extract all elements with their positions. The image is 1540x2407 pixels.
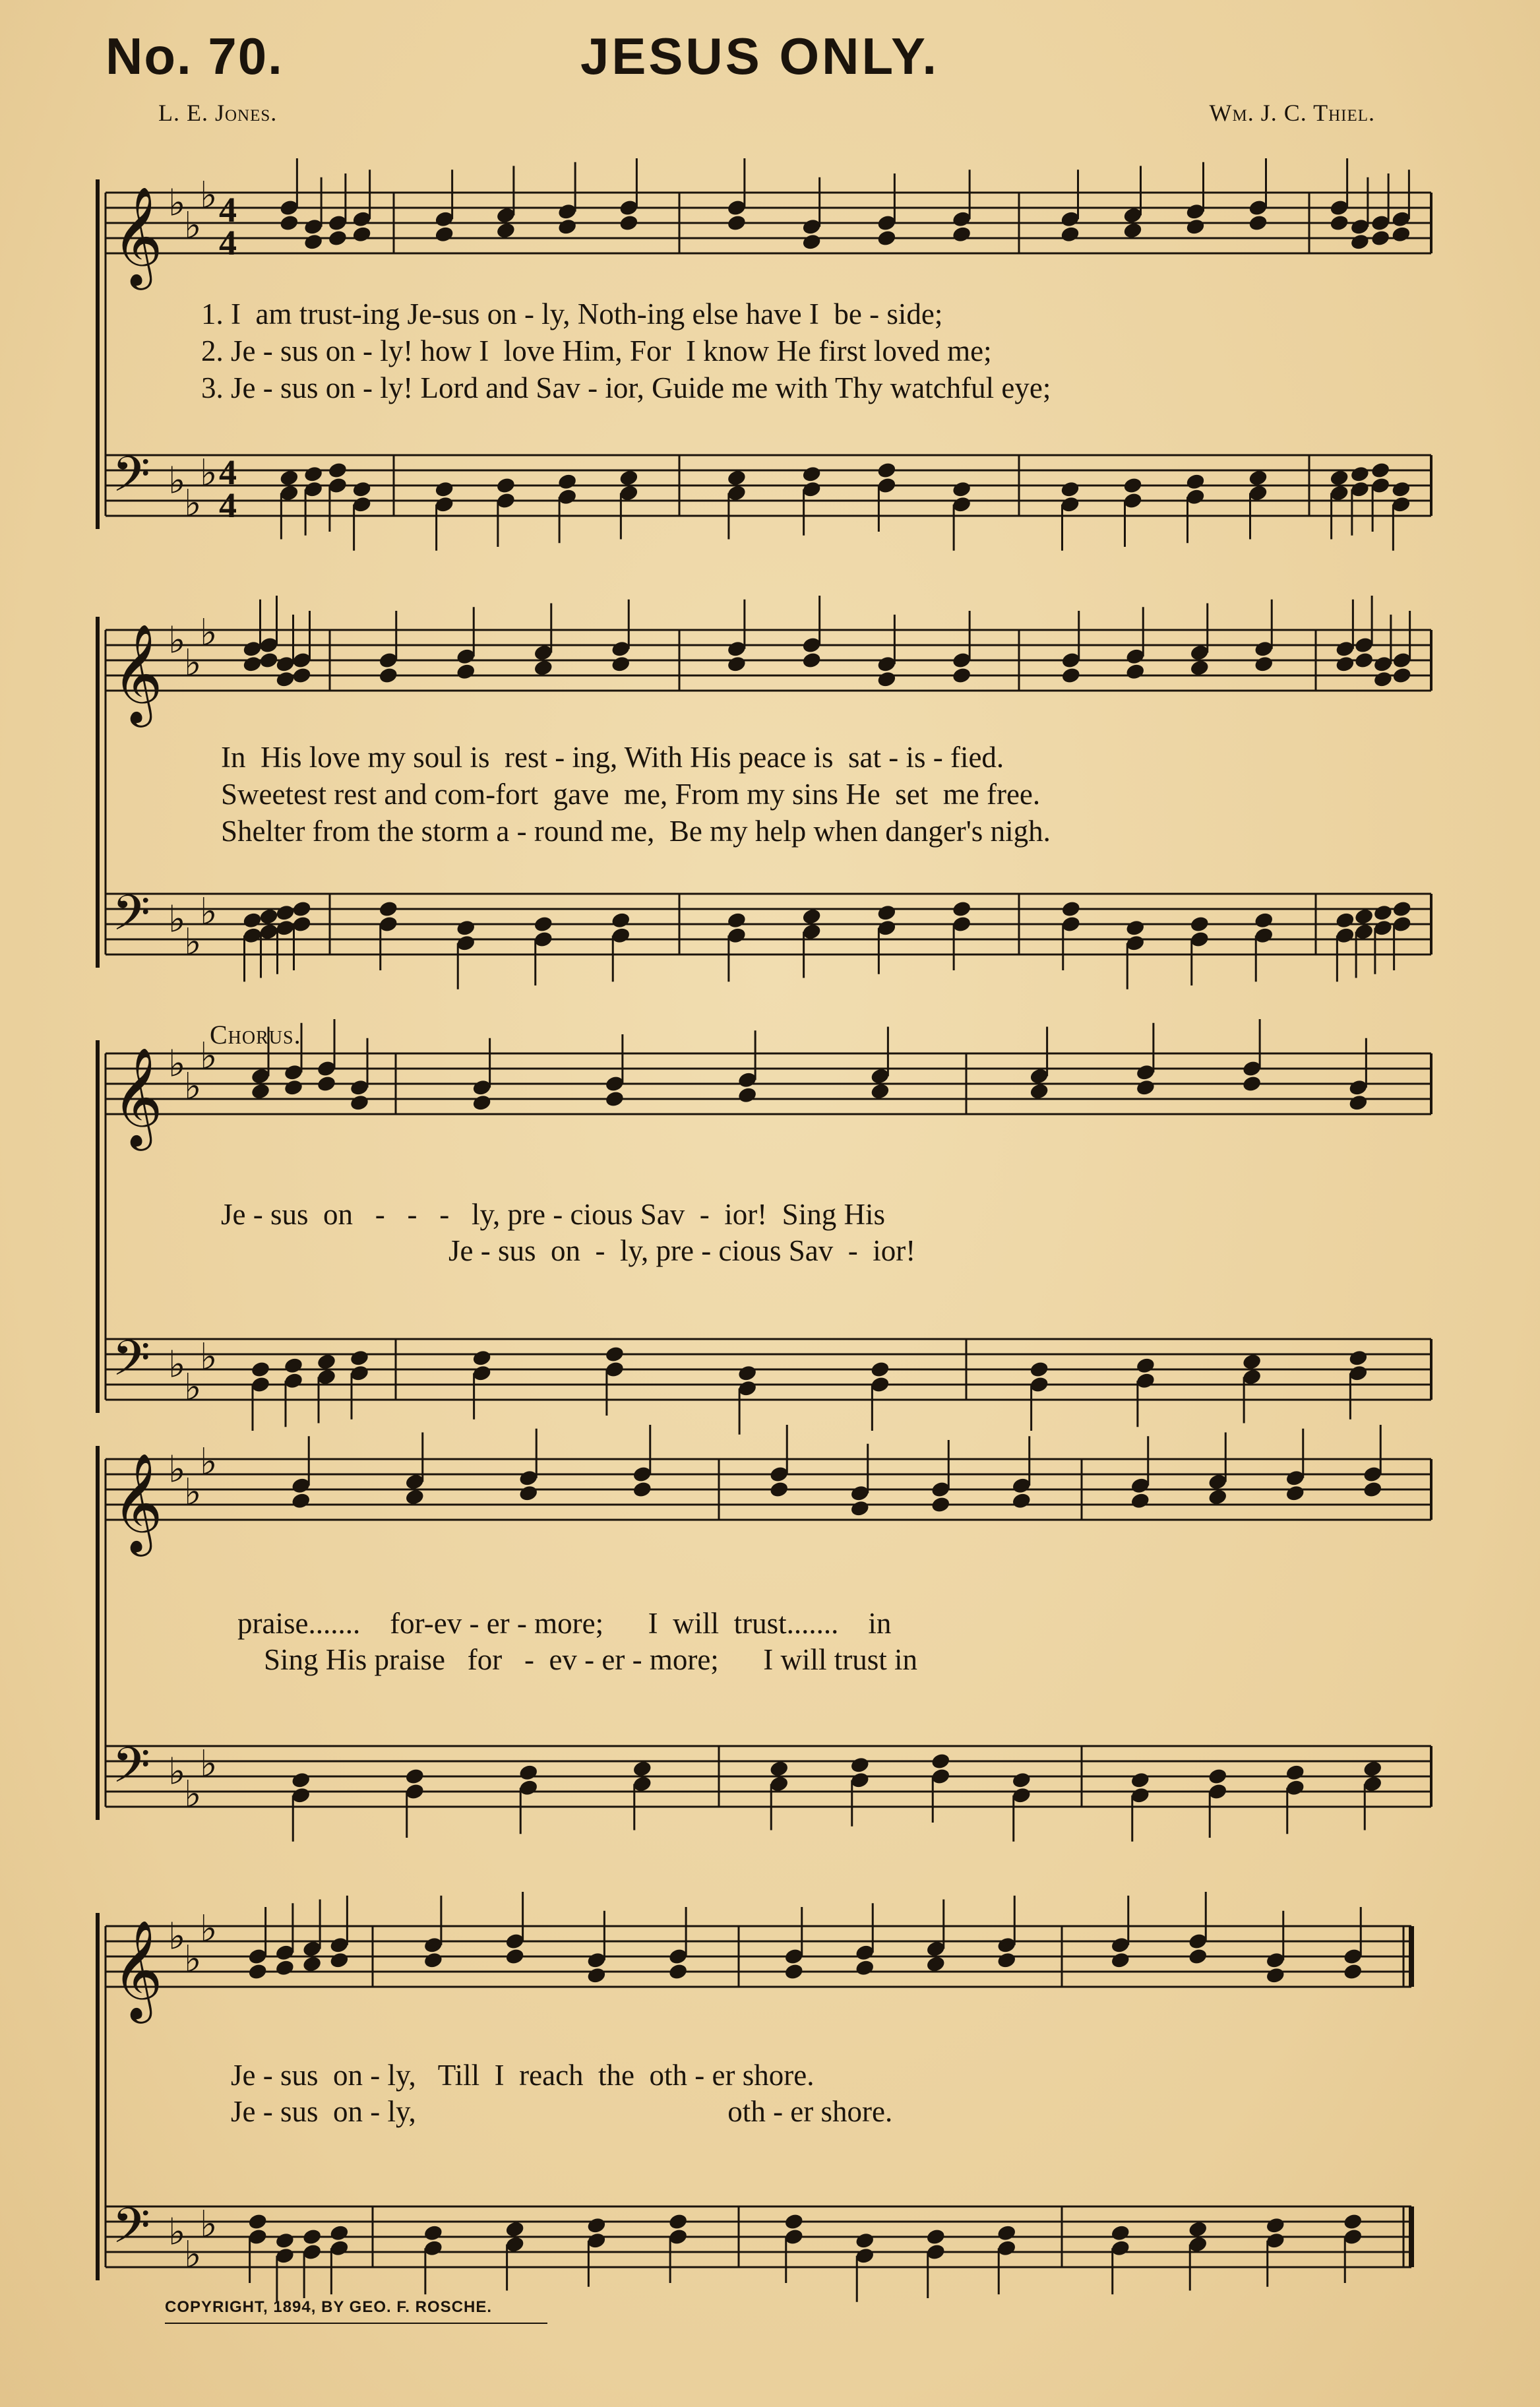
note-head <box>586 1966 607 1985</box>
note-head <box>925 1955 946 1974</box>
note-head <box>1135 1078 1155 1097</box>
note-head <box>1130 1771 1150 1790</box>
flat-sign: ♭ <box>184 1471 202 1514</box>
note-head <box>931 1752 951 1770</box>
note-head <box>1130 1491 1150 1510</box>
flat-sign: ♭ <box>184 921 202 964</box>
note-head <box>1349 465 1370 484</box>
note-head <box>726 469 747 487</box>
treble-clef: 𝄞 <box>112 1919 163 2019</box>
note-head <box>1135 1356 1155 1375</box>
note-head <box>1348 1349 1369 1367</box>
note-head <box>303 233 323 251</box>
note-head <box>1110 2224 1130 2242</box>
note-head <box>274 1958 295 1977</box>
flat-sign: ♭ <box>200 1743 218 1786</box>
note-head <box>870 1360 890 1379</box>
note-head <box>1370 229 1390 247</box>
time-signature-top: 4 <box>219 190 237 230</box>
note-head <box>495 222 516 240</box>
flat-sign: ♭ <box>200 1441 218 1484</box>
note-head <box>301 2228 322 2246</box>
note-head <box>1343 1962 1363 1981</box>
verse-2-line-1: 2. Je - sus on - ly! how I love Him, For I know He first loved me; <box>201 334 992 367</box>
note-head <box>769 1480 789 1499</box>
note-head <box>1060 480 1080 499</box>
note-head <box>247 1962 268 1981</box>
note-head <box>855 2232 875 2250</box>
note-head <box>1372 670 1393 689</box>
note-head <box>327 461 348 480</box>
chorus-line-2-alto: Sing His praise for - ev - er - more; I will trust in <box>264 1643 918 1676</box>
flat-sign: ♭ <box>168 619 186 662</box>
note-head <box>586 2216 607 2235</box>
note-head <box>291 1491 311 1510</box>
verse-3-line-2: Shelter from the storm a - round me, Be my help when danger's nigh. <box>221 815 1051 848</box>
note-head <box>316 1075 336 1093</box>
note-head <box>283 1078 303 1097</box>
note-head <box>1248 469 1268 487</box>
note-head <box>518 1484 539 1503</box>
note-head <box>604 1090 625 1108</box>
note-head <box>632 1480 652 1499</box>
chorus-line-1-alto: Je - sus on - ly, pre - cious Sav - ior! <box>448 1234 916 1267</box>
note-head <box>505 1947 525 1966</box>
note-head <box>259 908 279 926</box>
flat-sign: ♭ <box>184 204 202 247</box>
note-head <box>283 1356 303 1375</box>
hymn-title: JESUS ONLY. <box>580 27 939 85</box>
flat-sign: ♭ <box>200 1035 218 1078</box>
note-head <box>951 225 971 243</box>
note-head <box>1110 1951 1130 1970</box>
flat-sign: ♭ <box>200 891 218 933</box>
note-head <box>769 1760 789 1778</box>
note-head <box>518 1763 539 1782</box>
flat-sign: ♭ <box>184 482 202 525</box>
note-head <box>1123 222 1143 240</box>
flat-sign: ♭ <box>184 1773 202 1816</box>
flat-sign: ♭ <box>200 1336 218 1379</box>
note-head <box>1363 1760 1383 1778</box>
note-head <box>1335 911 1355 929</box>
note-head <box>279 469 299 487</box>
note-head <box>604 1345 625 1363</box>
note-head <box>784 1962 804 1981</box>
note-head <box>242 911 262 929</box>
note-head <box>925 2228 946 2246</box>
flat-sign: ♭ <box>184 1065 202 1108</box>
note-head <box>1285 1763 1305 1782</box>
treble-clef: 𝄞 <box>112 1452 163 1552</box>
note-head <box>1391 480 1411 499</box>
chorus-line-3-soprano: Je - sus on - ly, Till I reach the oth - er shore. <box>231 2059 815 2092</box>
note-head <box>404 1767 425 1786</box>
bass-clef: 𝄢 <box>112 885 150 954</box>
note-head <box>877 904 897 922</box>
note-head <box>951 900 971 918</box>
note-head <box>667 1962 688 1981</box>
note-head <box>619 214 639 232</box>
note-head <box>327 229 348 247</box>
note-head <box>667 2212 688 2231</box>
verse-3-line-1: 3. Je - sus on - ly! Lord and Sav - ior, Guide me with Thy watchful eye; <box>201 371 1051 404</box>
flat-sign: ♭ <box>168 1750 186 1794</box>
note-head <box>456 919 476 937</box>
note-head <box>726 911 747 929</box>
note-head <box>737 1364 757 1383</box>
note-head <box>1392 900 1412 918</box>
note-head <box>292 666 312 685</box>
note-head <box>472 1094 492 1112</box>
note-head <box>533 915 553 933</box>
flat-sign: ♭ <box>168 1448 186 1491</box>
note-head <box>329 2224 350 2242</box>
flat-sign: ♭ <box>168 898 186 941</box>
note-head <box>495 476 516 495</box>
note-head <box>1370 461 1390 480</box>
verse-1-line-2: In His love my soul is rest - ing, With His peace is sat - is - fied. <box>221 741 1004 774</box>
note-head <box>352 225 372 243</box>
note-head <box>951 480 971 499</box>
note-head <box>855 1958 875 1977</box>
note-head <box>1185 218 1206 236</box>
note-head <box>250 1360 270 1379</box>
flat-sign: ♭ <box>200 452 218 495</box>
note-head <box>801 465 822 484</box>
flat-sign: ♭ <box>184 1938 202 1981</box>
note-head <box>1185 472 1206 491</box>
note-head <box>301 1955 322 1974</box>
flat-sign: ♭ <box>184 642 202 685</box>
note-head <box>1265 2216 1285 2235</box>
note-head <box>557 218 577 236</box>
note-head <box>1125 919 1146 937</box>
composer-credit: Wm. J. C. Thiel. <box>1209 100 1375 126</box>
note-head <box>1188 2220 1208 2239</box>
note-head <box>378 900 398 918</box>
note-head <box>303 465 323 484</box>
note-head <box>349 1094 369 1112</box>
note-head <box>726 214 747 232</box>
note-head <box>292 900 312 918</box>
flat-sign: ♭ <box>200 611 218 654</box>
note-head <box>378 666 398 685</box>
note-head <box>247 2212 268 2231</box>
note-head <box>1241 1075 1262 1093</box>
note-head <box>1029 1082 1049 1101</box>
note-head <box>997 1951 1017 1970</box>
lyricist-credit: L. E. Jones. <box>158 100 278 126</box>
note-head <box>849 1756 870 1774</box>
note-head <box>275 670 295 689</box>
copyright-notice: COPYRIGHT, 1894, BY GEO. F. ROSCHE. <box>165 2298 493 2316</box>
note-head <box>1343 2212 1363 2231</box>
note-head <box>275 904 295 922</box>
bass-clef: 𝄢 <box>112 2197 150 2266</box>
note-head <box>784 2212 804 2231</box>
note-head <box>434 480 454 499</box>
note-head <box>1391 225 1411 243</box>
flat-sign: ♭ <box>168 181 186 225</box>
note-head <box>1125 662 1146 681</box>
note-head <box>877 229 897 247</box>
note-head <box>1248 214 1268 232</box>
note-head <box>259 651 279 670</box>
note-head <box>557 472 577 491</box>
note-head <box>472 1349 492 1367</box>
note-head <box>1061 666 1081 685</box>
note-head <box>1060 225 1080 243</box>
flat-sign: ♭ <box>200 174 218 217</box>
flat-sign: ♭ <box>184 2234 202 2276</box>
note-head <box>611 655 631 673</box>
note-head <box>1335 655 1355 673</box>
bass-clef: 𝄢 <box>112 1737 150 1806</box>
note-head <box>611 911 631 929</box>
note-head <box>1349 233 1370 251</box>
note-head <box>870 1082 890 1101</box>
flat-sign: ♭ <box>168 1343 186 1387</box>
note-head <box>1011 1491 1032 1510</box>
note-head <box>877 461 897 480</box>
treble-clef: 𝄞 <box>112 623 163 723</box>
note-head <box>1254 911 1274 929</box>
note-head <box>1189 915 1210 933</box>
note-head <box>1254 655 1274 673</box>
note-head <box>329 1951 350 1970</box>
flat-sign: ♭ <box>168 2210 186 2254</box>
note-head <box>951 666 971 685</box>
note-head <box>1372 904 1393 922</box>
bass-clef: 𝄢 <box>112 446 150 515</box>
verse-1-line-1: 1. I am trust-ing Je-sus on - ly, Noth-ing else have I be - side; <box>201 297 943 330</box>
note-head <box>349 1349 369 1367</box>
flat-sign: ♭ <box>168 1915 186 1958</box>
chorus-line-3-alto: Je - sus on - ly, oth - er shore. <box>231 2095 893 2128</box>
chorus-label: Chorus. <box>210 1020 301 1049</box>
note-head <box>1061 900 1081 918</box>
note-head <box>505 2220 525 2239</box>
note-head <box>1208 1767 1228 1786</box>
note-head <box>849 1499 870 1518</box>
note-head <box>1188 1947 1208 1966</box>
note-head <box>1285 1484 1305 1503</box>
note-head <box>316 1353 336 1371</box>
note-head <box>877 670 897 689</box>
note-head <box>456 662 476 681</box>
note-head <box>250 1082 270 1101</box>
note-head <box>1011 1771 1032 1790</box>
time-signature-bottom: 4 <box>219 485 237 525</box>
note-head <box>434 225 454 243</box>
note-head <box>404 1488 425 1507</box>
note-head <box>801 233 822 251</box>
note-head <box>1392 666 1412 685</box>
flat-sign: ♭ <box>168 459 186 503</box>
note-head <box>279 214 299 232</box>
hymn-number: No. 70. <box>106 27 284 85</box>
note-head <box>801 651 822 670</box>
note-head <box>801 908 822 926</box>
note-head <box>632 1760 652 1778</box>
note-head <box>1265 1966 1285 1985</box>
note-head <box>1241 1353 1262 1371</box>
flat-sign: ♭ <box>200 2203 218 2246</box>
note-head <box>726 655 747 673</box>
bass-clef: 𝄢 <box>112 1330 150 1399</box>
treble-clef: 𝄞 <box>112 185 163 286</box>
note-head <box>291 1771 311 1790</box>
time-signature-bottom: 4 <box>219 223 237 263</box>
note-head <box>1348 1094 1369 1112</box>
note-head <box>931 1495 951 1514</box>
note-head <box>242 655 262 673</box>
note-head <box>274 2232 295 2250</box>
note-head <box>1029 1360 1049 1379</box>
note-head <box>619 469 639 487</box>
note-head <box>423 2224 443 2242</box>
flat-sign: ♭ <box>200 1908 218 1951</box>
note-head <box>997 2224 1017 2242</box>
treble-clef: 𝄞 <box>112 1046 163 1146</box>
note-head <box>1329 469 1349 487</box>
note-head <box>1123 476 1143 495</box>
flat-sign: ♭ <box>168 1042 186 1086</box>
flat-sign: ♭ <box>184 1366 202 1409</box>
note-head <box>533 659 553 677</box>
note-head <box>423 1951 443 1970</box>
note-head <box>737 1086 757 1104</box>
time-signature-top: 4 <box>219 453 237 492</box>
note-head <box>1353 651 1374 670</box>
note-head <box>1189 659 1210 677</box>
chorus-line-2-soprano: praise....... for-ev - er - more; I will trust....... in <box>237 1607 892 1640</box>
chorus-line-1-soprano: Je - sus on - - - ly, pre - cious Sav - ior! Sing His <box>221 1198 885 1231</box>
note-head <box>1353 908 1374 926</box>
note-head <box>1363 1480 1383 1499</box>
verse-2-line-2: Sweetest rest and com-fort gave me, From my sins He set me free. <box>221 778 1041 811</box>
note-head <box>1208 1488 1228 1507</box>
note-head <box>352 480 372 499</box>
note-head <box>1329 214 1349 232</box>
